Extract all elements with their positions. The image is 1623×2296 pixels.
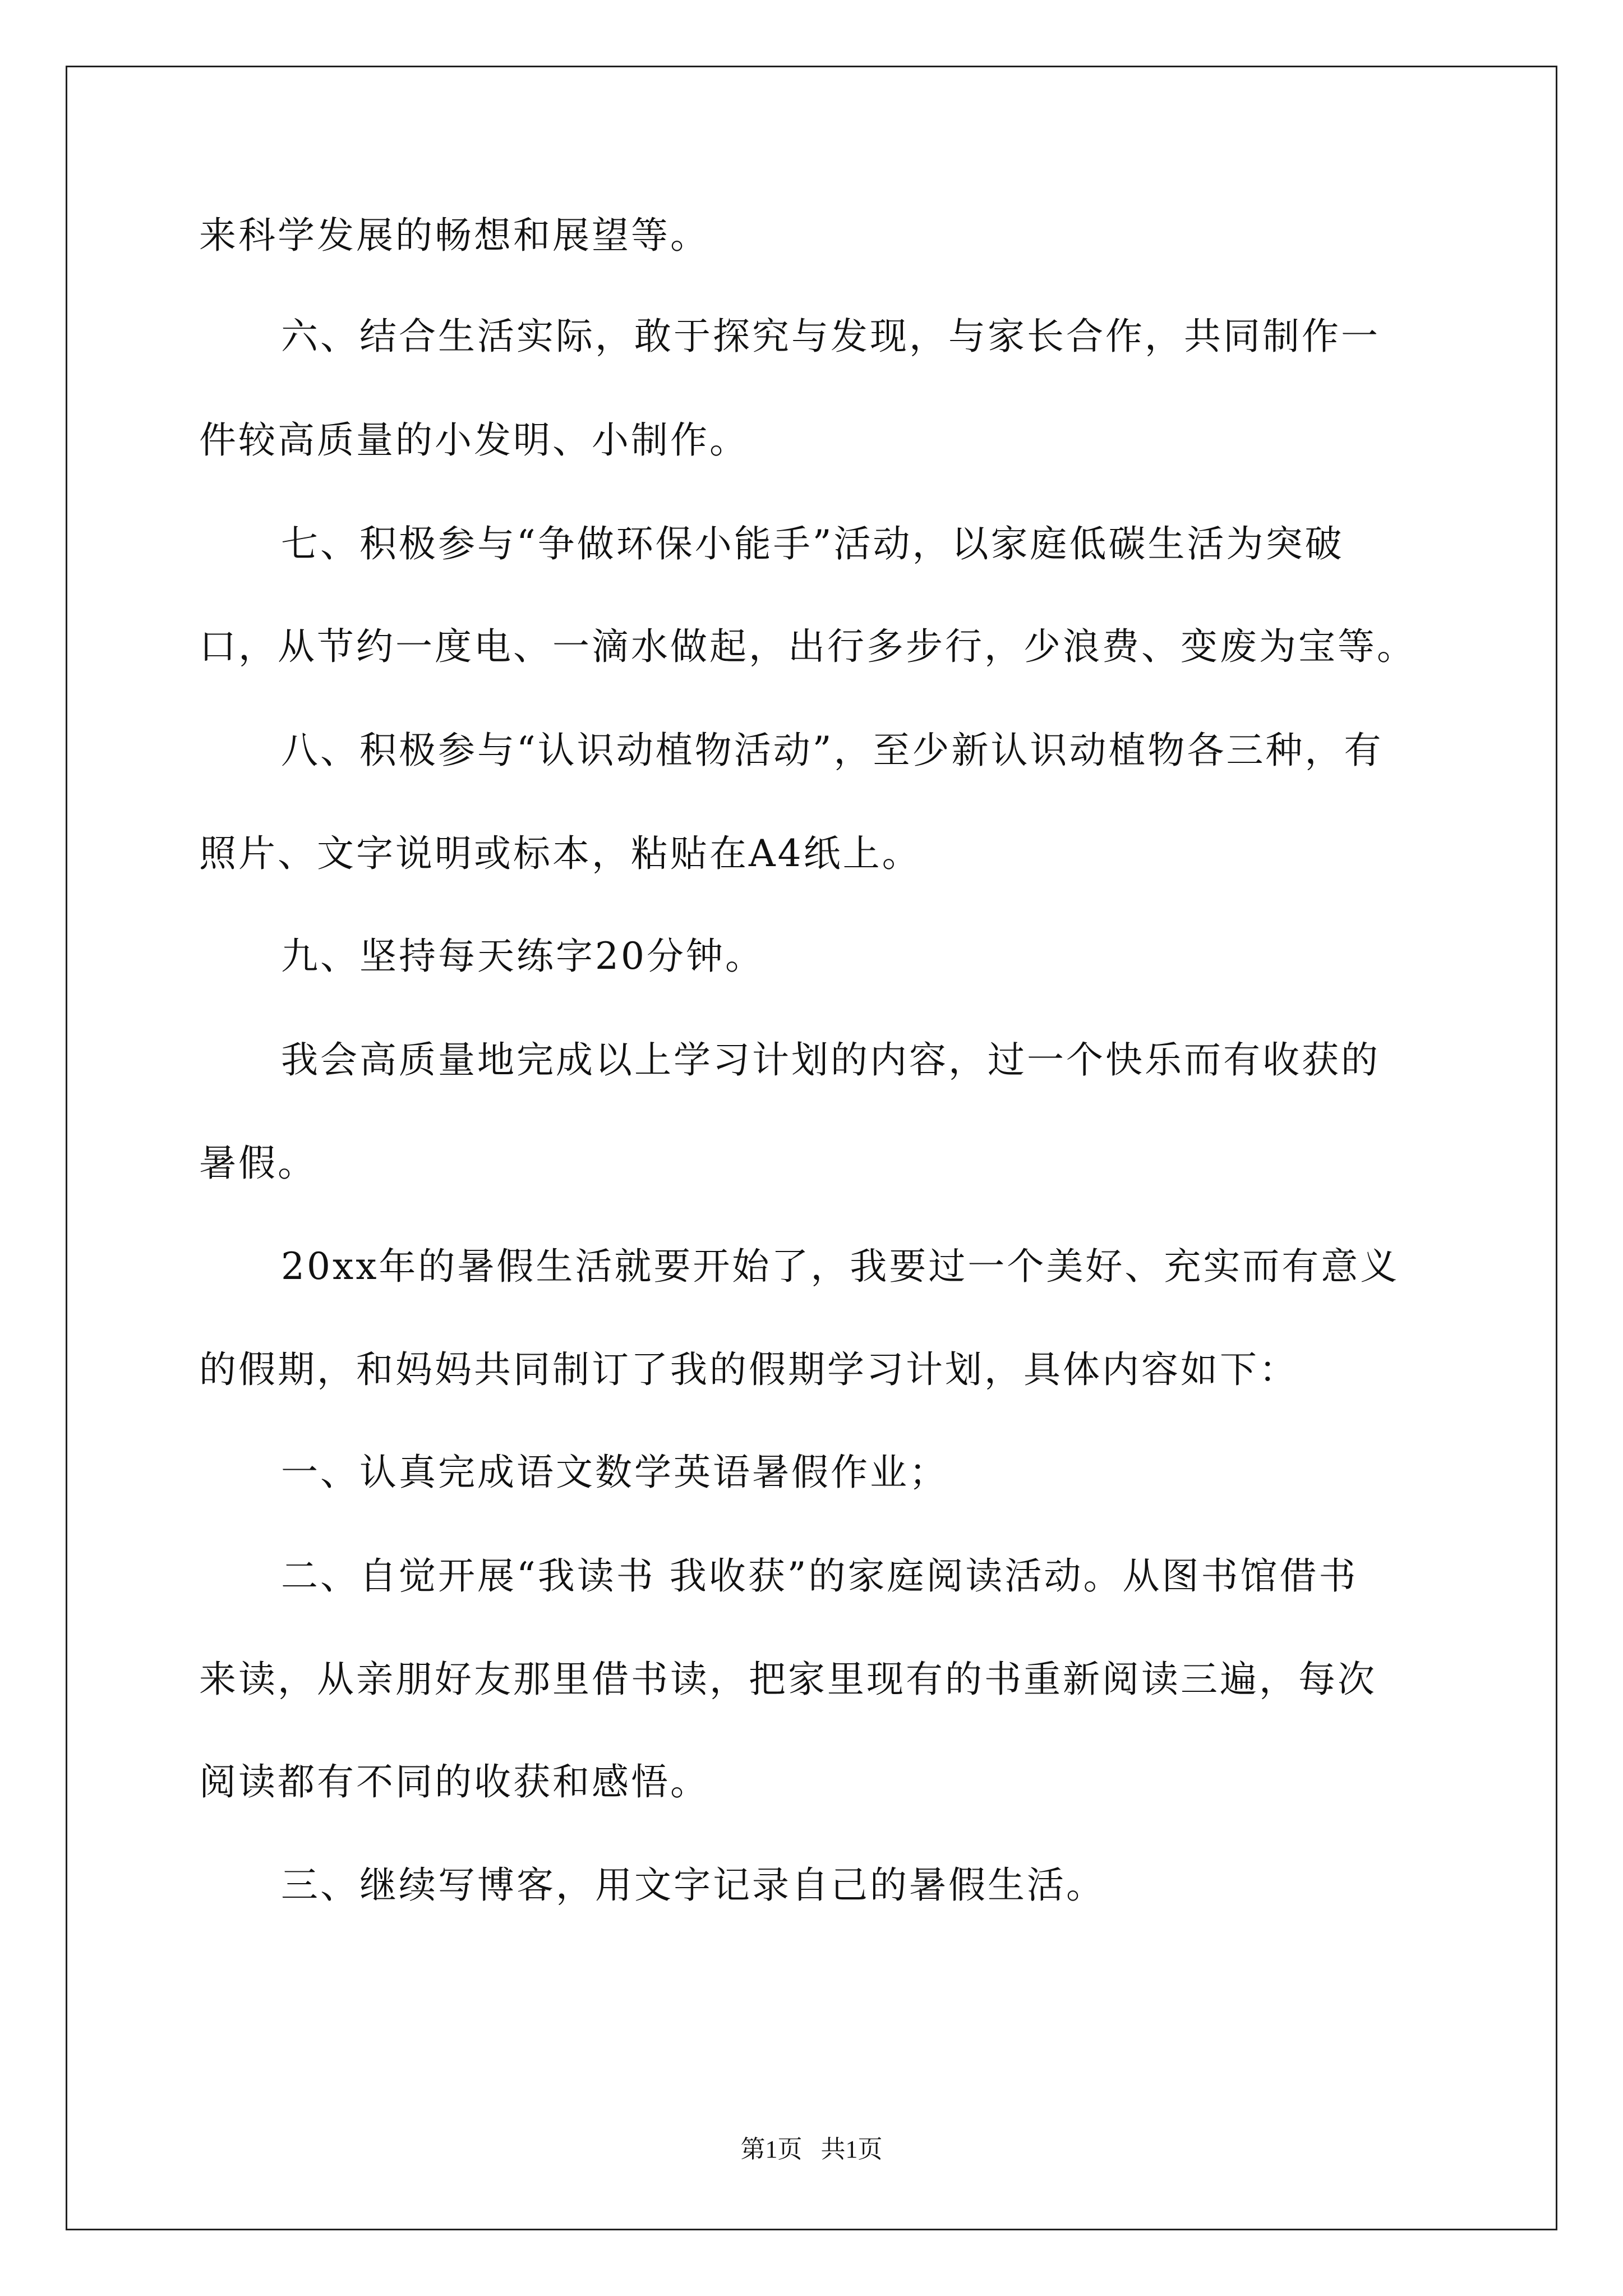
text-line-17: 三、继续写博客，用文字记录自己的暑假生活。 [281, 1864, 1105, 1907]
text-line-12: 的假期，和妈妈共同制订了我的假期学习计划，具体内容如下： [199, 1348, 1298, 1391]
text-line-16: 阅读都有不同的收获和感悟。 [199, 1760, 709, 1803]
text-line-6: 八、积极参与“认识动植物活动”，至少新认识动植物各三种，有 [281, 729, 1384, 772]
text-line-5: 口，从节约一度电、一滴水做起，出行多步行，少浪费、变废为宝等。 [199, 625, 1416, 668]
text-line-3: 件较高质量的小发明、小制作。 [199, 418, 749, 462]
text-line-4: 七、积极参与“争做环保小能手”活动，以家庭低碳生活为突破 [281, 522, 1344, 565]
text-line-2: 六、结合生活实际，敢于探究与发现，与家长合作，共同制作一 [281, 315, 1380, 358]
text-line-10: 暑假。 [199, 1142, 317, 1185]
text-line-9: 我会高质量地完成以上学习计划的内容，过一个快乐而有收获的 [281, 1038, 1380, 1082]
text-line-7: 照片、文字说明或标本，粘贴在A4纸上。 [199, 832, 921, 875]
text-line-1: 来科学发展的畅想和展望等。 [199, 214, 709, 257]
text-line-15: 来读，从亲朋好友那里借书读，把家里现有的书重新阅读三遍，每次 [199, 1658, 1377, 1701]
text-line-8: 九、坚持每天练字20分钟。 [281, 935, 764, 978]
text-line-11: 20xx年的暑假生活就要开始了，我要过一个美好、充实而有意义 [281, 1245, 1400, 1288]
text-line-13: 一、认真完成语文数学英语暑假作业； [281, 1451, 948, 1494]
page-footer: 第1页 共1页 [740, 2136, 883, 2163]
text-line-14: 二、自觉开展“我读书 我收获”的家庭阅读活动。从图书馆借书 [281, 1554, 1358, 1598]
